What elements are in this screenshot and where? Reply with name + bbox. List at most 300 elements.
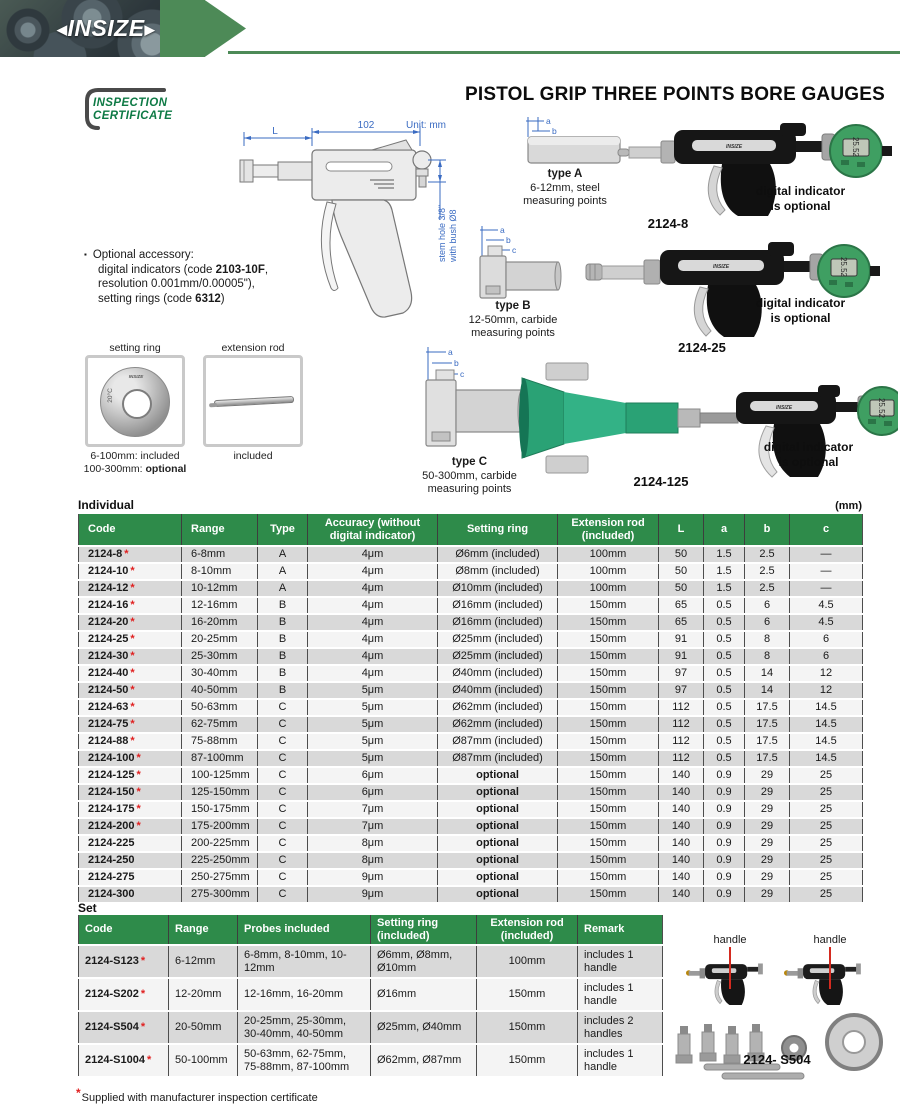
cell-extension-rod: 150mm xyxy=(558,801,659,818)
setting-ring-text: optional xyxy=(476,871,519,883)
cell-c: 6 xyxy=(790,648,863,665)
cell-extension-rod: 150mm xyxy=(558,733,659,750)
line4-code: 6312 xyxy=(195,292,221,305)
cell-accuracy: 7μm xyxy=(308,801,438,818)
setting-ring-text: optional xyxy=(476,854,519,866)
cell-l: 140 xyxy=(659,852,704,869)
col-header-setting-ring: Setting ring (included) xyxy=(371,915,477,945)
individual-table-head xyxy=(79,514,863,546)
code-text: 2124-S1004 xyxy=(85,1054,145,1067)
cell-type: B xyxy=(258,631,308,648)
cell-code xyxy=(79,665,182,682)
individual-table xyxy=(78,514,863,904)
type-a-dim-a: a xyxy=(546,116,551,126)
certificate-star: * xyxy=(130,633,135,645)
cell-accuracy: 5μm xyxy=(308,750,438,767)
cell-accuracy: 6μm xyxy=(308,784,438,801)
cell-accuracy: 4μm xyxy=(308,546,438,563)
cell-range: 75-88mm xyxy=(182,733,258,750)
cell-c: 25 xyxy=(790,784,863,801)
optional-accessory-line4 xyxy=(84,292,334,307)
cell-extension-rod: 150mm xyxy=(558,869,659,886)
individual-table-row xyxy=(79,563,863,580)
cell-type: C xyxy=(258,818,308,835)
col-header-extension-rod: Extension rod (included) xyxy=(477,915,578,945)
cell-remark: includes 1 handle xyxy=(578,1044,663,1077)
cell-c: 6 xyxy=(790,631,863,648)
cell-code xyxy=(79,580,182,597)
cell-extension-rod: 150mm xyxy=(558,631,659,648)
cell-setting-ring xyxy=(438,716,558,733)
setting-ring-note1: 6-100mm: included xyxy=(90,450,180,462)
bullet-icon: ▪ xyxy=(84,250,87,259)
cell-accuracy: 5μm xyxy=(308,699,438,716)
cell-range: 87-100mm xyxy=(182,750,258,767)
handle-label-2: handle xyxy=(813,934,847,946)
cell-l: 112 xyxy=(659,716,704,733)
cell-type: C xyxy=(258,852,308,869)
cell-l: 91 xyxy=(659,648,704,665)
setting-ring-text: optional xyxy=(476,820,519,832)
cell-extension-rod: 150mm xyxy=(558,750,659,767)
cell-setting-ring xyxy=(438,886,558,903)
cell-b: 8 xyxy=(745,648,790,665)
cell-setting-ring xyxy=(438,767,558,784)
product-code-2124-8: 2124-8 xyxy=(647,216,689,231)
note2: is optional xyxy=(770,310,831,325)
cell-b: 29 xyxy=(745,869,790,886)
note2-pre: 100-300mm: xyxy=(83,463,146,475)
cell-c: 12 xyxy=(790,682,863,699)
certificate-star: * xyxy=(136,820,141,832)
cell-type: A xyxy=(258,563,308,580)
cell-type: B xyxy=(258,648,308,665)
cell-setting-ring xyxy=(438,682,558,699)
cell-setting-ring xyxy=(438,801,558,818)
type-c-dim-b: b xyxy=(454,358,459,368)
cell-l: 50 xyxy=(659,546,704,563)
cell-code xyxy=(79,1044,169,1077)
individual-table-row xyxy=(79,801,863,818)
setting-ring-text: optional xyxy=(476,769,519,781)
cell-type: B xyxy=(258,665,308,682)
col-header-c: c xyxy=(790,514,863,546)
drawing-dim-l: L xyxy=(272,126,278,137)
type-c-label xyxy=(402,456,537,497)
cell-extension-rod: 150mm xyxy=(558,784,659,801)
type-b-diagram xyxy=(462,224,564,304)
cell-range: 10-12mm xyxy=(182,580,258,597)
inspection-certificate-badge xyxy=(80,86,198,132)
cell-c: 25 xyxy=(790,869,863,886)
set-table-row xyxy=(79,1011,663,1044)
cell-type: C xyxy=(258,767,308,784)
type-b-dim-a: a xyxy=(500,225,505,235)
cell-code xyxy=(79,978,169,1011)
note2: is optional xyxy=(770,198,831,213)
cell-extension-rod: 150mm xyxy=(558,699,659,716)
cell-c: 25 xyxy=(790,852,863,869)
setting-ring-text: optional xyxy=(476,803,519,815)
col-header-probes: Probes included xyxy=(238,915,371,945)
cell-extension-rod: 150mm xyxy=(558,665,659,682)
certificate-star: * xyxy=(136,786,141,798)
individual-table-row xyxy=(79,699,863,716)
cell-a: 0.5 xyxy=(704,597,745,614)
cell-l: 50 xyxy=(659,563,704,580)
cell-extension-rod: 150mm xyxy=(477,1011,578,1044)
cell-code xyxy=(79,546,182,563)
extension-rod-image xyxy=(203,355,303,447)
optional-accessory-text: Optional accessory: xyxy=(92,249,194,261)
cell-range: 50-100mm xyxy=(169,1044,238,1077)
cell-type: A xyxy=(258,580,308,597)
cell-c: 4.5 xyxy=(790,614,863,631)
individual-table-row xyxy=(79,869,863,886)
certificate-star: * xyxy=(130,616,135,628)
setting-ring-text: Ø40mm (included) xyxy=(452,667,543,679)
extension-rod-note: included xyxy=(233,450,273,462)
code-text: 2124-20 xyxy=(88,616,129,628)
cell-setting-ring xyxy=(438,852,558,869)
stem-note-line2: with bush Ø8 xyxy=(448,209,458,262)
cell-l: 140 xyxy=(659,767,704,784)
handle-label-1: handle xyxy=(713,934,747,946)
individual-table-row xyxy=(79,852,863,869)
cell-type: C xyxy=(258,801,308,818)
individual-table-row xyxy=(79,614,863,631)
cell-extension-rod: 150mm xyxy=(558,818,659,835)
individual-table-row xyxy=(79,597,863,614)
cell-c: — xyxy=(790,563,863,580)
cell-type: C xyxy=(258,699,308,716)
cell-c: 4.5 xyxy=(790,597,863,614)
cell-code xyxy=(79,631,182,648)
cell-c: 12 xyxy=(790,665,863,682)
cell-a: 0.5 xyxy=(704,665,745,682)
certificate-star: * xyxy=(130,565,135,577)
setting-ring-text: Ø62mm (included) xyxy=(452,701,543,713)
cell-type: C xyxy=(258,886,308,903)
setting-ring-caption: setting ring xyxy=(109,342,161,354)
individual-table-row xyxy=(79,835,863,852)
cell-accuracy: 9μm xyxy=(308,886,438,903)
cell-setting-ring xyxy=(438,835,558,852)
setting-ring-text: Ø87mm (included) xyxy=(452,735,543,747)
cell-a: 0.5 xyxy=(704,631,745,648)
code-text: 2124-225 xyxy=(88,837,135,849)
set-table-body xyxy=(79,945,663,1077)
cell-code xyxy=(79,869,182,886)
cell-code xyxy=(79,682,182,699)
cell-l: 50 xyxy=(659,580,704,597)
cell-range: 125-150mm xyxy=(182,784,258,801)
optional-accessory-line3: resolution 0.001mm/0.00005"), xyxy=(98,278,255,290)
footnote-text: Supplied with manufacturer inspection certificate xyxy=(81,1092,318,1104)
cell-b: 29 xyxy=(745,801,790,818)
cell-setting-ring xyxy=(438,784,558,801)
setting-ring-photo xyxy=(100,367,170,437)
cell-l: 140 xyxy=(659,801,704,818)
type-a-desc1: 6-12mm, steel xyxy=(530,181,600,194)
code-text: 2124-250 xyxy=(88,854,135,866)
cell-setting-ring xyxy=(438,580,558,597)
line2-post: , xyxy=(264,263,269,276)
setting-ring-text: Ø25mm (included) xyxy=(452,650,543,662)
certificate-star: * xyxy=(136,752,141,764)
cell-c: 14.5 xyxy=(790,716,863,733)
code-text: 2124-S504 xyxy=(85,1021,139,1034)
individual-table-row xyxy=(79,648,863,665)
code-text: 2124-10 xyxy=(88,565,129,577)
cell-b: 29 xyxy=(745,784,790,801)
barrel-brand-text-1: INSIZE xyxy=(725,144,743,150)
optional-accessory-line2 xyxy=(84,263,334,278)
certificate-star: * xyxy=(130,599,135,611)
cell-accuracy: 4μm xyxy=(308,665,438,682)
cell-code xyxy=(79,597,182,614)
logo-left-arrow-icon: ◀ xyxy=(56,22,68,37)
certificate-star: * xyxy=(140,988,146,1001)
set-table-row xyxy=(79,945,663,978)
cell-b: 29 xyxy=(745,835,790,852)
cell-range: 225-250mm xyxy=(182,852,258,869)
cell-c: 25 xyxy=(790,886,863,903)
lcd-reading-2: 25.52 xyxy=(839,256,848,278)
cell-extension-rod: 100mm xyxy=(477,945,578,978)
barrel-brand-text-2: INSIZE xyxy=(712,264,730,270)
setting-ring-text: Ø62mm (included) xyxy=(452,718,543,730)
product-code-2124-125: 2124-125 xyxy=(633,474,689,489)
cell-a: 0.5 xyxy=(704,716,745,733)
type-a-dim-b: b xyxy=(552,126,557,136)
cell-setting-ring xyxy=(438,614,558,631)
cell-code xyxy=(79,614,182,631)
cell-c: 25 xyxy=(790,835,863,852)
cell-range: 25-30mm xyxy=(182,648,258,665)
cell-setting-ring xyxy=(438,631,558,648)
logo-text: INSIZE xyxy=(67,15,145,41)
col-header-type: Type xyxy=(258,514,308,546)
cell-setting-ring xyxy=(438,665,558,682)
cell-a: 0.9 xyxy=(704,852,745,869)
set-kit-caption: 2124- S504 xyxy=(743,1052,811,1067)
cell-accuracy: 5μm xyxy=(308,716,438,733)
cell-accuracy: 4μm xyxy=(308,631,438,648)
code-text: 2124-200 xyxy=(88,820,135,832)
cell-a: 0.5 xyxy=(704,699,745,716)
cell-code xyxy=(79,1011,169,1044)
col-header-a: a xyxy=(704,514,745,546)
type-b-desc2: measuring points xyxy=(471,327,555,339)
type-c-dim-a: a xyxy=(448,347,453,357)
cell-remark: includes 1 handle xyxy=(578,945,663,978)
cell-b: 2.5 xyxy=(745,580,790,597)
cell-accuracy: 8μm xyxy=(308,852,438,869)
cell-code xyxy=(79,563,182,580)
cell-type: B xyxy=(258,682,308,699)
drawing-dim-102: 102 xyxy=(357,120,375,131)
cell-b: 6 xyxy=(745,614,790,631)
cell-type: C xyxy=(258,733,308,750)
col-header-b: b xyxy=(745,514,790,546)
cell-b: 17.5 xyxy=(745,716,790,733)
code-text: 2124-275 xyxy=(88,871,135,883)
cell-l: 112 xyxy=(659,699,704,716)
type-c-desc2: measuring points xyxy=(427,483,512,495)
cell-range: 100-125mm xyxy=(182,767,258,784)
cell-a: 1.5 xyxy=(704,580,745,597)
setting-ring-text: Ø16mm (included) xyxy=(452,599,543,611)
cell-code xyxy=(79,648,182,665)
cell-a: 0.9 xyxy=(704,767,745,784)
setting-ring-text: Ø16mm (included) xyxy=(452,616,543,628)
lcd-reading-1: 25.52 xyxy=(851,136,860,158)
type-a-name: type A xyxy=(547,168,583,180)
cell-accuracy: 8μm xyxy=(308,835,438,852)
cell-l: 91 xyxy=(659,631,704,648)
cell-c: — xyxy=(790,546,863,563)
cell-accuracy: 6μm xyxy=(308,767,438,784)
barrel-brand-text-3: INSIZE xyxy=(775,405,793,411)
code-text: 2124-63 xyxy=(88,701,129,713)
cell-range: 8-10mm xyxy=(182,563,258,580)
cell-type: B xyxy=(258,597,308,614)
certificate-star: * xyxy=(146,1054,152,1067)
certificate-star: * xyxy=(140,1021,146,1034)
note2: is optional xyxy=(778,454,839,469)
cell-code xyxy=(79,784,182,801)
optional-accessory-note xyxy=(84,248,334,306)
note2-bold: optional xyxy=(145,463,187,475)
cell-l: 65 xyxy=(659,614,704,631)
type-b-dim-b: b xyxy=(506,235,511,245)
cell-accuracy: 5μm xyxy=(308,682,438,699)
cell-range: 30-40mm xyxy=(182,665,258,682)
set-table-row xyxy=(79,1044,663,1077)
code-text: 2124-100 xyxy=(88,752,135,764)
cell-extension-rod: 150mm xyxy=(558,767,659,784)
lcd-reading-3: 25.52 xyxy=(877,397,886,419)
cell-c: 14.5 xyxy=(790,733,863,750)
cell-setting-ring xyxy=(438,563,558,580)
cell-range: 150-175mm xyxy=(182,801,258,818)
code-text: 2124-125 xyxy=(88,769,135,781)
code-text: 2124-S123 xyxy=(85,955,139,968)
note1: digital indicator xyxy=(763,440,854,454)
cell-setting-ring xyxy=(438,699,558,716)
extension-rod-caption: extension rod xyxy=(221,342,285,354)
cell-type: C xyxy=(258,750,308,767)
ring-temperature-text: 20°C xyxy=(106,388,114,403)
set-header-row xyxy=(79,915,663,945)
logo-right-arrow-icon: ▶ xyxy=(144,22,156,37)
product-note-2124-125 xyxy=(726,440,891,469)
setting-ring-text: optional xyxy=(476,837,519,849)
cell-a: 1.5 xyxy=(704,563,745,580)
certificate-star: * xyxy=(130,582,135,594)
page-title: PISTOL GRIP THREE POINTS BORE GAUGES xyxy=(465,84,885,105)
col-header-accuracy: Accuracy (without digital indicator) xyxy=(308,514,438,546)
cell-a: 0.5 xyxy=(704,648,745,665)
cell-l: 140 xyxy=(659,886,704,903)
code-text: 2124-25 xyxy=(88,633,129,645)
cell-l: 97 xyxy=(659,682,704,699)
cell-extension-rod: 150mm xyxy=(477,978,578,1011)
cell-type: C xyxy=(258,716,308,733)
cell-range: 175-200mm xyxy=(182,818,258,835)
setting-ring-text: Ø10mm (included) xyxy=(452,582,543,594)
certificate-star: * xyxy=(130,735,135,747)
individual-table-row xyxy=(79,784,863,801)
cell-accuracy: 4μm xyxy=(308,614,438,631)
setting-ring-text: optional xyxy=(476,888,519,900)
optional-accessory-line1 xyxy=(84,248,334,263)
cell-a: 0.9 xyxy=(704,886,745,903)
individual-table-row xyxy=(79,665,863,682)
cell-a: 0.5 xyxy=(704,733,745,750)
cell-extension-rod: 100mm xyxy=(558,580,659,597)
extension-rod-photo xyxy=(214,396,294,407)
certificate-star: * xyxy=(136,769,141,781)
cell-setting-ring xyxy=(438,818,558,835)
cell-accuracy: 9μm xyxy=(308,869,438,886)
green-rule-line xyxy=(228,51,900,54)
col-header-setting-ring: Setting ring xyxy=(438,514,558,546)
cell-code xyxy=(79,750,182,767)
cell-a: 0.9 xyxy=(704,835,745,852)
cell-range: 20-25mm xyxy=(182,631,258,648)
badge-line2: CERTIFICATE xyxy=(93,109,173,122)
cell-range: 6-8mm xyxy=(182,546,258,563)
code-text: 2124-40 xyxy=(88,667,129,679)
cell-extension-rod: 150mm xyxy=(558,614,659,631)
product-note-2124-8 xyxy=(718,184,883,213)
cell-type: C xyxy=(258,869,308,886)
cell-a: 1.5 xyxy=(704,546,745,563)
cell-a: 0.5 xyxy=(704,682,745,699)
col-header-range: Range xyxy=(182,514,258,546)
line2-pre: digital indicators (code xyxy=(98,263,216,276)
type-b-name: type B xyxy=(495,300,531,312)
stem-note-line1: stem hole 3/8" xyxy=(437,204,447,262)
certificate-star: * xyxy=(130,667,135,679)
cell-extension-rod: 150mm xyxy=(558,597,659,614)
handle-pointer-line-2 xyxy=(829,947,831,989)
badge-line1: INSPECTION xyxy=(93,97,168,109)
cell-b: 29 xyxy=(745,886,790,903)
individual-table-body xyxy=(79,546,863,903)
code-text: 2124-30 xyxy=(88,650,129,662)
cell-b: 2.5 xyxy=(745,546,790,563)
cell-b: 29 xyxy=(745,767,790,784)
individual-table-row xyxy=(79,682,863,699)
cell-code xyxy=(79,733,182,750)
cell-c: 25 xyxy=(790,767,863,784)
cell-extension-rod: 150mm xyxy=(558,886,659,903)
cell-probes: 20-25mm, 25-30mm, 30-40mm, 40-50mm xyxy=(238,1011,371,1044)
cell-extension-rod: 150mm xyxy=(558,682,659,699)
cell-b: 29 xyxy=(745,818,790,835)
cell-code xyxy=(79,835,182,852)
cell-range: 20-50mm xyxy=(169,1011,238,1044)
cell-extension-rod: 150mm xyxy=(477,1044,578,1077)
certificate-star: * xyxy=(130,701,135,713)
cell-c: — xyxy=(790,580,863,597)
cell-code xyxy=(79,945,169,978)
cell-code xyxy=(79,852,182,869)
set-table-head xyxy=(79,915,663,945)
